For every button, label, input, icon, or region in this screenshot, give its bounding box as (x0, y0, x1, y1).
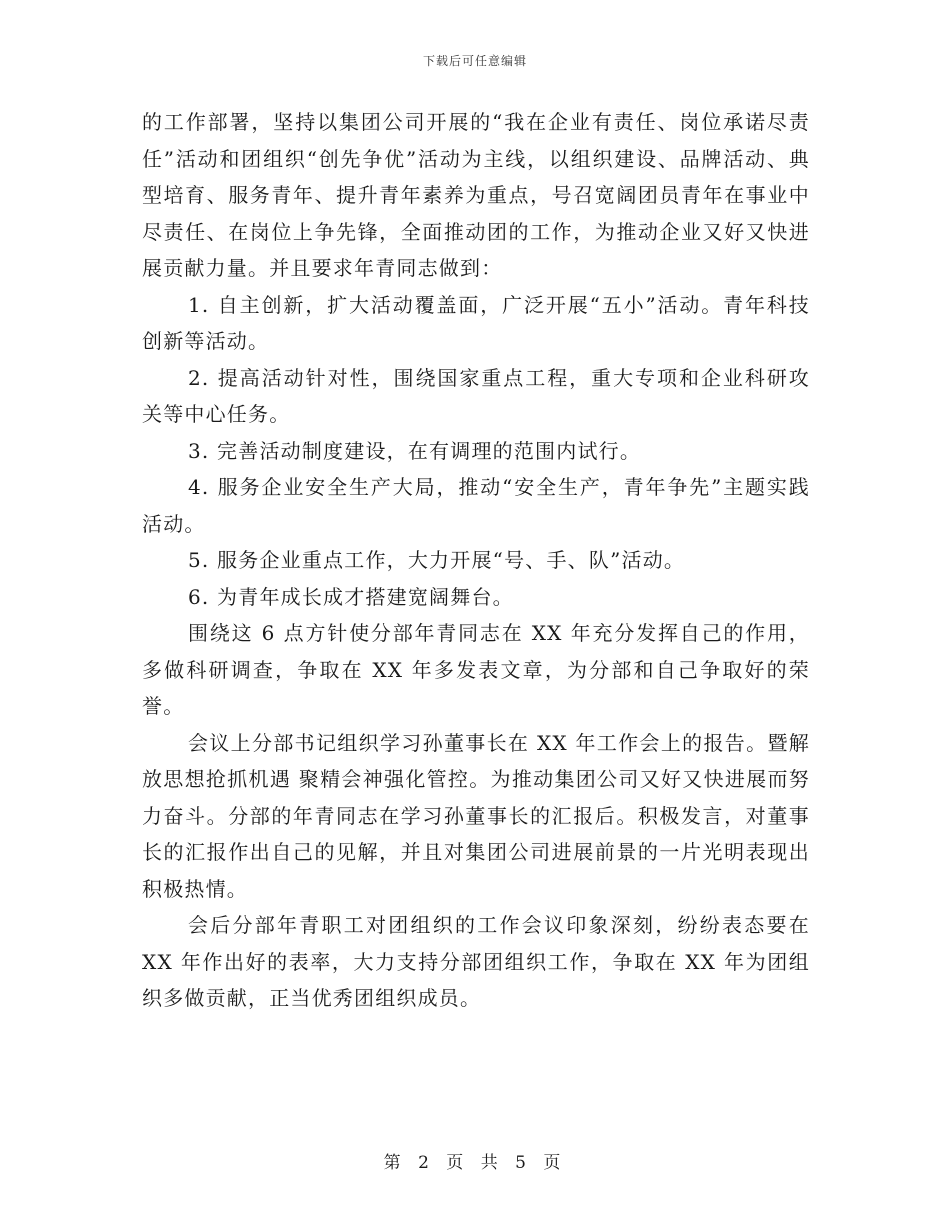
list-item-1: 1. 自主创新，扩大活动覆盖面，广泛开展“五小”活动。青年科技创新等活动。 (142, 292, 810, 353)
paragraph-meeting-study: 会议上分部书记组织学习孙董事长在 XX 年工作会上的报告。暨解放思想抢抓机遇 聚精会神强化管控。为推动集团公司又好又快进展而努力奋斗。分部的年青同志在学习孙董事长的汇报后。积极发言，对董事长的汇报作出自己的见解，并且对集团公司进展前景的一片光明表现出积极热情。 (142, 730, 810, 901)
list-item-5: 5. 服务企业重点工作，大力开展“号、手、队”活动。 (188, 548, 686, 572)
paragraph-continuation: 的工作部署，坚持以集团公司开展的“我在企业有责任、岗位承诺尽责任”活动和团组织“创先争优”活动为主线，以组织建设、品牌活动、典型培育、服务青年、提升青年素养为重点，号召宽阔团员青年在事业中尽责任、在岗位上争先锋，全面推动团的工作，为推动企业又好又快进展贡献力量。并且要求年青同志做到： (142, 110, 810, 280)
paragraph-guidelines: 围绕这 6 点方针使分部年青同志在 XX 年充分发挥自己的作用，多做科研调查，争取在 XX 年多发表文章，为分部和自己争取好的荣誉。 (142, 621, 810, 718)
document-body (142, 104, 810, 1017)
paragraph-after-meeting: 会后分部年青职工对团组织的工作会议印象深刻，纷纷表态要在 XX 年作出好的表率，大力支持分部团组织工作，争取在 XX 年为团组织多做贡献，正当优秀团组织成员。 (142, 913, 810, 1010)
list-item-6: 6. 为青年成长成才搭建宽阔舞台。 (188, 584, 514, 609)
header-note: 下载后可任意编辑 (422, 54, 527, 68)
page-number: 第 2 页 共 5 页 (383, 1153, 567, 1173)
list-item-4: 4. 服务企业安全生产大局，推动“安全生产，青年争先”主题实践活动。 (142, 475, 810, 536)
list-item-3: 3. 完善活动制度建设，在有调理的范围内试行。 (188, 438, 642, 463)
list-item-2: 2. 提高活动针对性，围绕国家重点工程，重大专项和企业科研攻关等中心任务。 (142, 365, 810, 426)
